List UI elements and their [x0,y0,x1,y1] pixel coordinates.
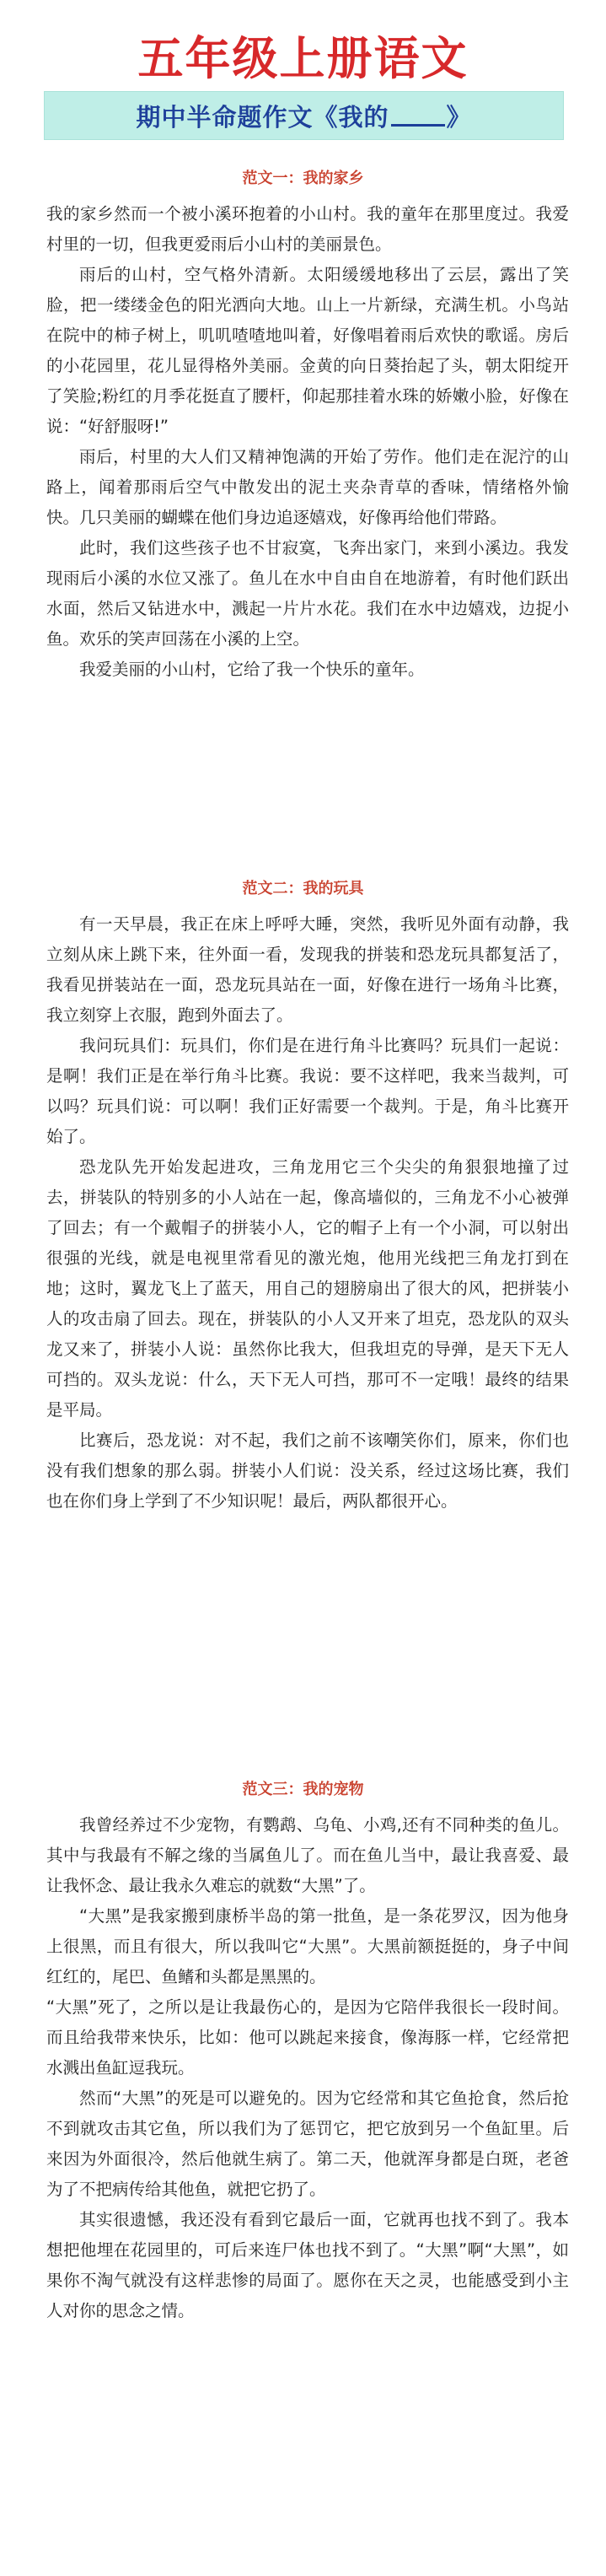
essay-1-paragraph-5: 我爱美丽的小山村，它给了我一个快乐的童年。 [79,660,425,679]
essay-2-heading: 范文二：我的玩具 [242,880,364,897]
essay-3-paragraph-4: 然而“大黑”的死是可以避免的。因为它经常和其它鱼抢食，然后抢不到就攻击其它鱼，所以我们为了惩罚它，把它放到另一个鱼缸里。后来因为外面很冷，然后他就生病了。第二天，他就浑身都是白斑，老爸为了不把病传给其他鱼，就把它扔了。 [46,2088,569,2199]
subtitle-prefix: 期中半命题作文《我的 [136,102,389,132]
essay-2-paragraph-2: 我问玩具们：玩具们，你们是在进行角斗比赛吗？玩具们一起说：是啊！我们正是在举行角斗比赛。我说：要不这样吧，我来当裁判，可以吗？玩具们说：可以啊！我们正好需要一个裁判。于是，角斗比赛开始了。 [46,1036,569,1146]
subtitle [136,99,471,133]
essay-1-paragraph-4: 此时，我们这些孩子也不甘寂寞，飞奔出家门，来到小溪边。我发现雨后小溪的水位又涨了。鱼儿在水中自由自在地游着，有时他们跃出水面，然后又钻进水中，溅起一片片水花。我们在水中边嬉戏，边捉小鱼。欢乐的笑声回荡在小溪的上空。 [46,538,569,649]
essay-3-body [46,1810,569,2326]
essay-3-paragraph-3: “大黑”死了，之所以是让我最伤心的，是因为它陪伴我很长一段时间。而且给我带来快乐，比如：他可以跳起来接食，像海豚一样，它经常把水溅出鱼缸逗我玩。 [46,1997,569,2078]
essay-2-paragraph-1: 有一天早晨，我正在床上呼呼大睡，突然，我听见外面有动静，我立刻从床上跳下来，往外面一看，发现我的拼装和恐龙玩具都复活了，我看见拼装站在一面，恐龙玩具站在一面，好像在进行一场角斗比赛，我立刻穿上衣服，跑到外面去了。 [46,914,569,1025]
essay-3-paragraph-1: 我曾经养过不少宠物，有鹦鹉、乌龟、小鸡,还有不同种类的鱼儿。其中与我最有不解之缘的当属鱼儿了。而在鱼儿当中，最让我喜爱、最让我怀念、最让我永久难忘的就数“大黑”了。 [46,1815,569,1895]
essay-3-heading: 范文三：我的宠物 [242,1781,364,1798]
essay-3-paragraph-2: “大黑”是我家搬到康桥半岛的第一批鱼，是一条花罗汉，因为他身上很黑，而且有很大，所以我叫它“大黑”。大黑前额挺挺的，身子中间红红的，尾巴、鱼鳍和头都是黑黑的。 [46,1906,569,1986]
subtitle-banner [44,91,564,140]
essay-2-paragraph-3: 恐龙队先开始发起进攻，三角龙用它三个尖尖的角狠狠地撞了过去，拼装队的特别多的小人站在一起，像高墙似的，三角龙不小心被弹了回去；有一个戴帽子的拼装小人，它的帽子上有一个小洞，可以射出很强的光线，就是电视里常看见的激光炮，他用光线把三角龙打到在地；这时，翼龙飞上了蓝天，用自己的翅膀扇出了很大的风，把拼装小人的攻击扇了回去。现在，拼装队的小人又开来了坦克，恐龙队的双头龙又来了，拼装小人说：虽然你比我大，但我坦克的导弹，是天下无人可挡的。双头龙说：什么，天下无人可挡，那可不一定哦！最终的结果是平局。 [46,1157,569,1420]
essay-1-paragraph-3: 雨后，村里的大人们又精神饱满的开始了劳作。他们走在泥泞的山路上，闻着那雨后空气中散发出的泥土夹杂青草的香味，情绪格外愉快。几只美丽的蝴蝶在他们身边追逐嬉戏，好像再给他们带路。 [46,447,569,527]
essay-1-body [46,199,569,685]
essay-1-heading: 范文一：我的家乡 [242,170,364,187]
essay-1-paragraph-1: 我的家乡然而一个被小溪环抱着的小山村。我的童年在那里度过。我爱村里的一切，但我更爱雨后小山村的美丽景色。 [46,204,569,254]
subtitle-suffix: 》 [446,102,472,132]
essay-3-paragraph-5: 其实很遗憾，我还没有看到它最后一面，它就再也找不到了。我本想把他埋在花园里的，可后来连尸体也找不到了。“大黑”啊“大黑”，如果你不淘气就没有这样悲惨的局面了。愿你在天之灵，也能感受到小主人对你的思念之情。 [46,2210,569,2320]
essay-2-paragraph-4: 比赛后，恐龙说：对不起，我们之前不该嘲笑你们，原来，你们也没有我们想象的那么弱。拼装小人们说：没关系，经过这场比赛，我们也在你们身上学到了不少知识呢！最后，两队都很开心。 [46,1431,569,1511]
essay-2-body [46,909,569,1517]
blank-underline [391,124,445,127]
essay-1-paragraph-2: 雨后的山村，空气格外清新。太阳缓缓地移出了云层，露出了笑脸，把一缕缕金色的阳光洒向大地。山上一片新绿，充满生机。小鸟站在院中的柿子树上，叽叽喳喳地叫着，好像唱着雨后欢快的歌谣。房后的小花园里，花儿显得格外美丽。金黄的向日葵抬起了头，朝太阳绽开了笑脸;粉红的月季花挺直了腰杆，仰起那挂着水珠的娇嫩小脸，好像在说：“好舒服呀!” [46,265,569,436]
main-title: 五年级上册语文 [137,32,469,85]
